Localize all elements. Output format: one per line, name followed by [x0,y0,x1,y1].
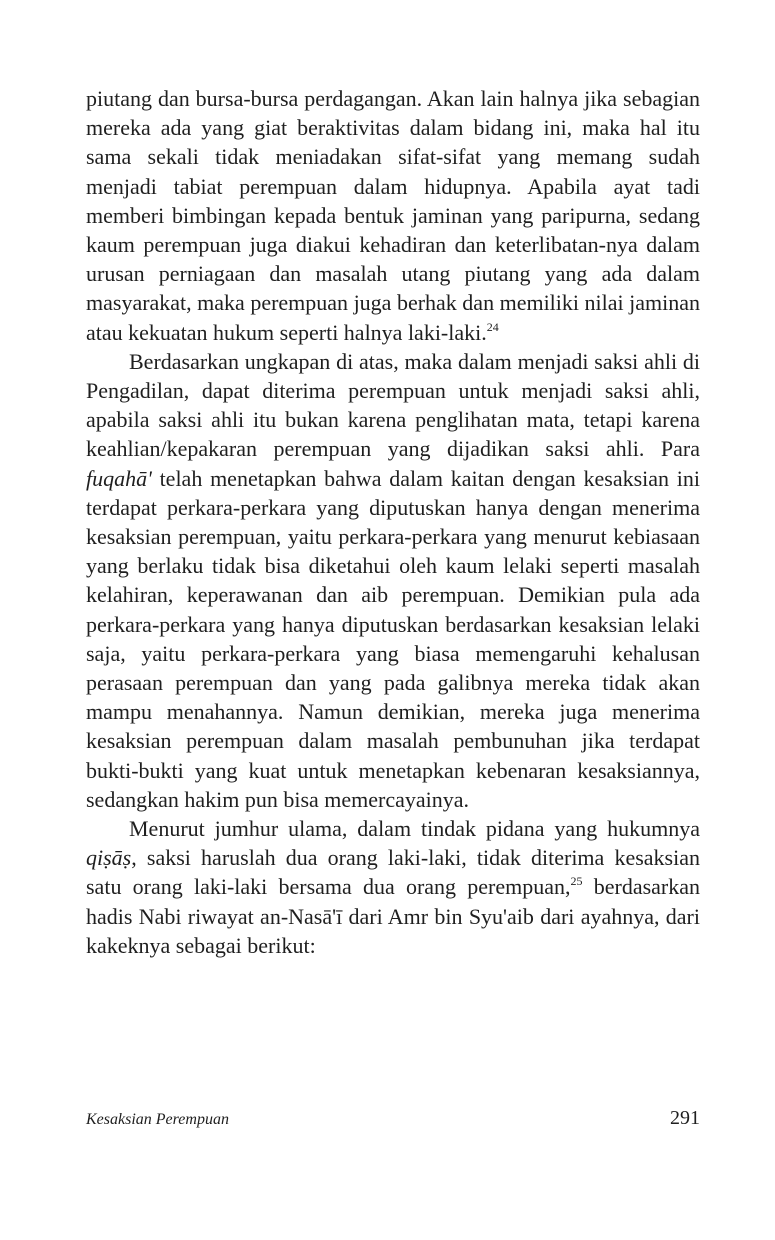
page-number: 291 [670,1107,700,1129]
page-footer [86,1107,700,1133]
paragraph-2-text-b: telah menetapkan bahwa dalam kaitan dengan kesaksian ini terdapat perkara-perkara yang diputuskan hanya dengan menerima kesaksian perempuan, yaitu perkara-perkara yang menurut kebiasaan yang berlaku tidak bisa diketahui oleh kaum lelaki seperti masalah kelahiran, keperawanan dan aib perempuan. Demikian pula ada perkara-perkara yang hanya diputuskan berdasarkan kesaksian lelaki saja, yaitu perkara-perkara yang biasa memengaruhi kehalusan perasaan perempuan dan yang pada galibnya mereka tidak akan mampu menahannya. Namun demikian, mereka juga menerima kesaksian perempuan dalam masalah pembunuhan jika terdapat bukti-bukti yang kuat untuk menetapkan kebenaran kesaksiannya, sedangkan hakim pun bisa memercayainya. [86,465,700,812]
paragraph-2 [86,347,700,814]
paragraph-1 [86,84,700,347]
term-qisas: qiṣāṣ [86,845,132,871]
footnote-marker-24[interactable]: 24 [486,319,499,334]
paragraph-3-text-c: berdasarkan hadis Nabi riwayat an-Nasā'ī dari Amr bin Syu'aib dari ayahnya, dari kakeknya sebagai berikut: [86,874,701,958]
paragraph-3 [86,814,700,960]
paragraph-3-text-b: , saksi haruslah dua orang laki-laki, tidak diterima kesaksian satu orang laki-laki bersama dua orang perempuan, [86,845,700,900]
paragraph-3-text-a: Menurut jumhur ulama, dalam tindak pidana yang hukumnya [129,816,700,842]
paragraph-1-text: piutang dan bursa-bursa perdagangan. Akan lain halnya jika sebagian mereka ada yang giat beraktivitas dalam bidang ini, maka hal itu sama sekali tidak meniadakan sifat-sifat yang memang sudah menjadi tabiat perempuan dalam hidupnya. Apabila ayat tadi memberi bimbingan kepada bentuk jaminan yang paripurna, sedang kaum perempuan juga diakui kehadiran dan keterlibatan-nya dalam urusan perniagaan dan masalah utang piutang yang ada dalam masyarakat, maka perempuan juga berhak dan memiliki nilai jaminan atau kekuatan hukum seperti halnya laki-laki. [86,86,700,345]
running-title: Kesaksian Perempuan [86,1111,229,1128]
term-fuqaha: fuqahā' [86,465,152,491]
footnote-marker-25[interactable]: 25 [570,874,583,889]
main-text [86,84,700,960]
paragraph-2-text-a: Berdasarkan ungkapan di atas, maka dalam menjadi saksi ahli di Pengadilan, dapat diterima perempuan untuk menjadi saksi ahli, apabila saksi ahli itu bukan karena penglihatan mata, tetapi karena keahlian/kepakaran perempuan yang dijadikan saksi ahli. Para [86,348,700,462]
